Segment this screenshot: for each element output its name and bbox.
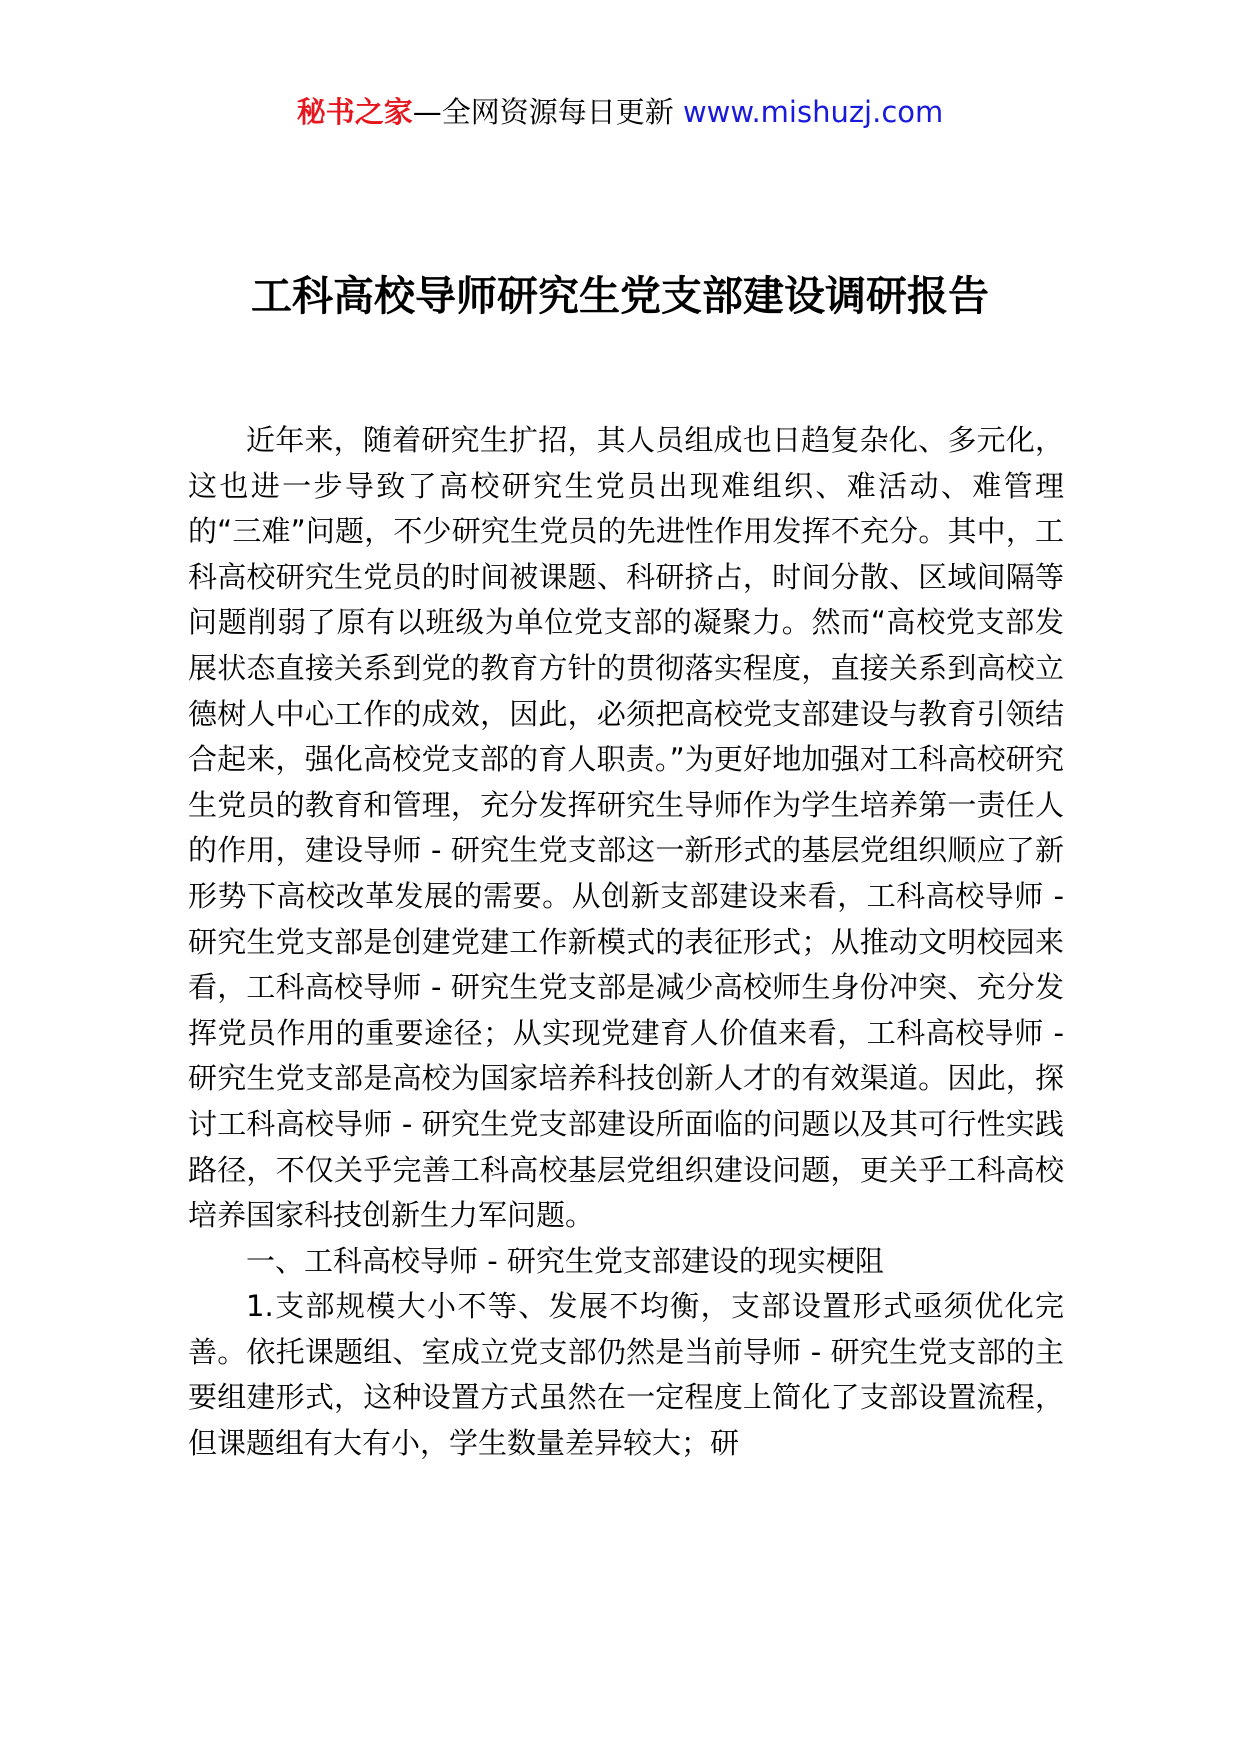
site-header — [0, 92, 1240, 132]
intro-paragraph: 近年来，随着研究生扩招，其人员组成也日趋复杂化、多元化，这也进一步导致了高校研究生党员出现难组织、难活动、难管理的“三难”问题，不少研究生党员的先进性作用发挥不充分。其中，工科高校研究生党员的时间被课题、科研挤占，时间分散、区域间隔等问题削弱了原有以班级为单位党支部的凝聚力。然而“高校党支部发展状态直接关系到党的教育方针的贯彻落实程度，直接关系到高校立德树人中心工作的成效，因此，必须把高校党支部建设与教育引领结合起来，强化高校党支部的育人职责。”为更好地加强对工科高校研究生党员的教育和管理，充分发挥研究生导师作为学生培养第一责任人的作用，建设导师 - 研究生党支部这一新形式的基层党组织顺应了新形势下高校改革发展的需要。从创新支部建设来看，工科高校导师 - 研究生党支部是创建党建工作新模式的表征形式；从推动文明校园来看，工科高校导师 - 研究生党支部是减少高校师生身份冲突、充分发挥党员作用的重要途径；从实现党建育人价值来看，工科高校导师 - 研究生党支部是高校为国家培养科技创新人才的有效渠道。因此，探讨工科高校导师 - 研究生党支部建设所面临的问题以及其可行性实践路径，不仅关乎完善工科高校基层党组织建设问题，更关乎工科高校培养国家科技创新生力军问题。 — [188, 423, 1064, 1233]
body-paragraph: 1.支部规模大小不等、发展不均衡，支部设置形式亟须优化完善。依托课题组、室成立党支部仍然是当前导师 - 研究生党支部的主要组建形式，这种设置方式虽然在一定程度上简化了支部设置流程，但课题组有大有小，学生数量差异较大；研 — [188, 1289, 1064, 1461]
site-url-link[interactable]: www.mishuzj.com — [682, 95, 944, 129]
document-body — [188, 418, 1064, 1467]
brand-name: 秘书之家 — [296, 95, 413, 129]
section-heading: 一、工科高校导师 - 研究生党支部建设的现实梗阻 — [246, 1243, 884, 1278]
document-title: 工科高校导师研究生党支部建设调研报告 — [251, 272, 989, 320]
header-tagline: —全网资源每日更新 — [412, 95, 674, 129]
